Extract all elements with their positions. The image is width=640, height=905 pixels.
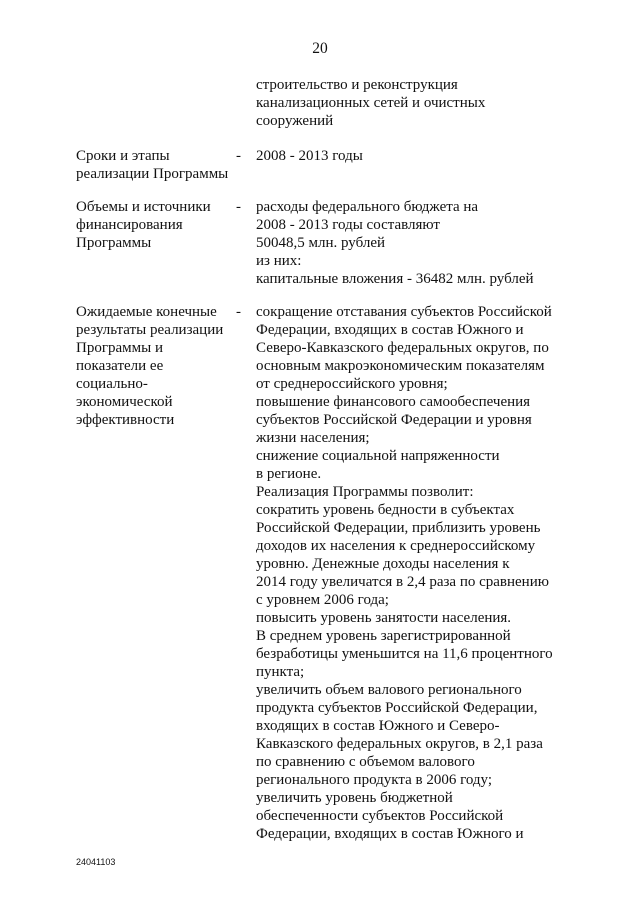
content-line: Федерации, входящих в состав Южного и bbox=[256, 826, 524, 842]
content-line: в регионе. bbox=[256, 466, 322, 482]
section-dash: - bbox=[236, 199, 241, 215]
content-line: Реализация Программы позволит: bbox=[256, 484, 474, 500]
content-line: субъектов Российской Федерации и уровня bbox=[256, 412, 532, 428]
content-line: пункта; bbox=[256, 664, 305, 680]
content-line: Российской Федерации, приблизить уровень bbox=[256, 520, 541, 536]
intro-text bbox=[256, 76, 556, 130]
content-line: расходы федерального бюджета на bbox=[256, 199, 479, 215]
label-line: результаты реализации bbox=[76, 322, 224, 338]
label-line: Объемы и источники bbox=[76, 199, 211, 215]
label-line: Сроки и этапы bbox=[76, 148, 170, 164]
content-line: увеличить уровень бюджетной bbox=[256, 790, 453, 806]
content-line: капитальные вложения - 36482 млн. рублей bbox=[256, 271, 534, 287]
label-line: финансирования bbox=[76, 217, 183, 233]
section-content bbox=[256, 198, 556, 288]
intro-line: строительство и реконструкция bbox=[256, 77, 458, 93]
content-line: безработицы уменьшится на 11,6 процентного bbox=[256, 646, 553, 662]
label-line: экономической bbox=[76, 394, 173, 410]
content-line: В среднем уровень зарегистрированной bbox=[256, 628, 511, 644]
label-line: Программы и bbox=[76, 340, 163, 356]
content-line: 50048,5 млн. рублей bbox=[256, 235, 386, 251]
content-line: жизни населения; bbox=[256, 430, 370, 446]
label-line: Программы bbox=[76, 235, 152, 251]
content-line: уровню. Денежные доходы населения к bbox=[256, 556, 510, 572]
content-line: из них: bbox=[256, 253, 302, 269]
label-line: реализации Программы bbox=[76, 166, 229, 182]
label-line: Ожидаемые конечные bbox=[76, 304, 217, 320]
content-line: повышение финансового самообеспечения bbox=[256, 394, 531, 410]
section-content bbox=[256, 147, 556, 165]
intro-line: канализационных сетей и очистных bbox=[256, 95, 486, 111]
section-label bbox=[76, 303, 226, 429]
content-line: Кавказского федеральных округов, в 2,1 раза bbox=[256, 736, 543, 752]
content-line: снижение социальной напряженности bbox=[256, 448, 500, 464]
label-line: эффективности bbox=[76, 412, 175, 428]
content-line: регионального продукта в 2006 году; bbox=[256, 772, 493, 788]
content-line: с уровнем 2006 года; bbox=[256, 592, 389, 608]
label-line: социально- bbox=[76, 376, 148, 392]
content-line: Северо-Кавказского федеральных округов, по bbox=[256, 340, 549, 356]
section-dash: - bbox=[236, 148, 241, 164]
content-line: увеличить объем валового регионального bbox=[256, 682, 522, 698]
document-code: 24041103 bbox=[76, 857, 116, 867]
content-line: входящих в состав Южного и Северо- bbox=[256, 718, 500, 734]
content-line: продукта субъектов Российской Федерации, bbox=[256, 700, 538, 716]
content-line: основным макроэкономическим показателям bbox=[256, 358, 545, 374]
content-line: 2008 - 2013 годы bbox=[256, 148, 363, 164]
content-line: обеспеченности субъектов Российской bbox=[256, 808, 504, 824]
section-label bbox=[76, 147, 229, 183]
content-line: по сравнению с объемом валового bbox=[256, 754, 475, 770]
section-dash: - bbox=[236, 304, 241, 320]
intro-line: сооружений bbox=[256, 113, 334, 129]
content-line: сокращение отставания субъектов Российской bbox=[256, 304, 552, 320]
label-line: показатели ее bbox=[76, 358, 164, 374]
content-line: доходов их населения к среднероссийскому bbox=[256, 538, 536, 554]
content-line: повысить уровень занятости населения. bbox=[256, 610, 512, 626]
content-line: сократить уровень бедности в субъектах bbox=[256, 502, 515, 518]
content-line: 2008 - 2013 годы составляют bbox=[256, 217, 440, 233]
section-label bbox=[76, 198, 226, 252]
content-line: от среднероссийского уровня; bbox=[256, 376, 448, 392]
section-content bbox=[256, 303, 556, 843]
content-line: Федерации, входящих в состав Южного и bbox=[256, 322, 524, 338]
page-number: 20 bbox=[312, 40, 328, 57]
content-line: 2014 году увеличатся в 2,4 раза по сравнению bbox=[256, 574, 549, 590]
